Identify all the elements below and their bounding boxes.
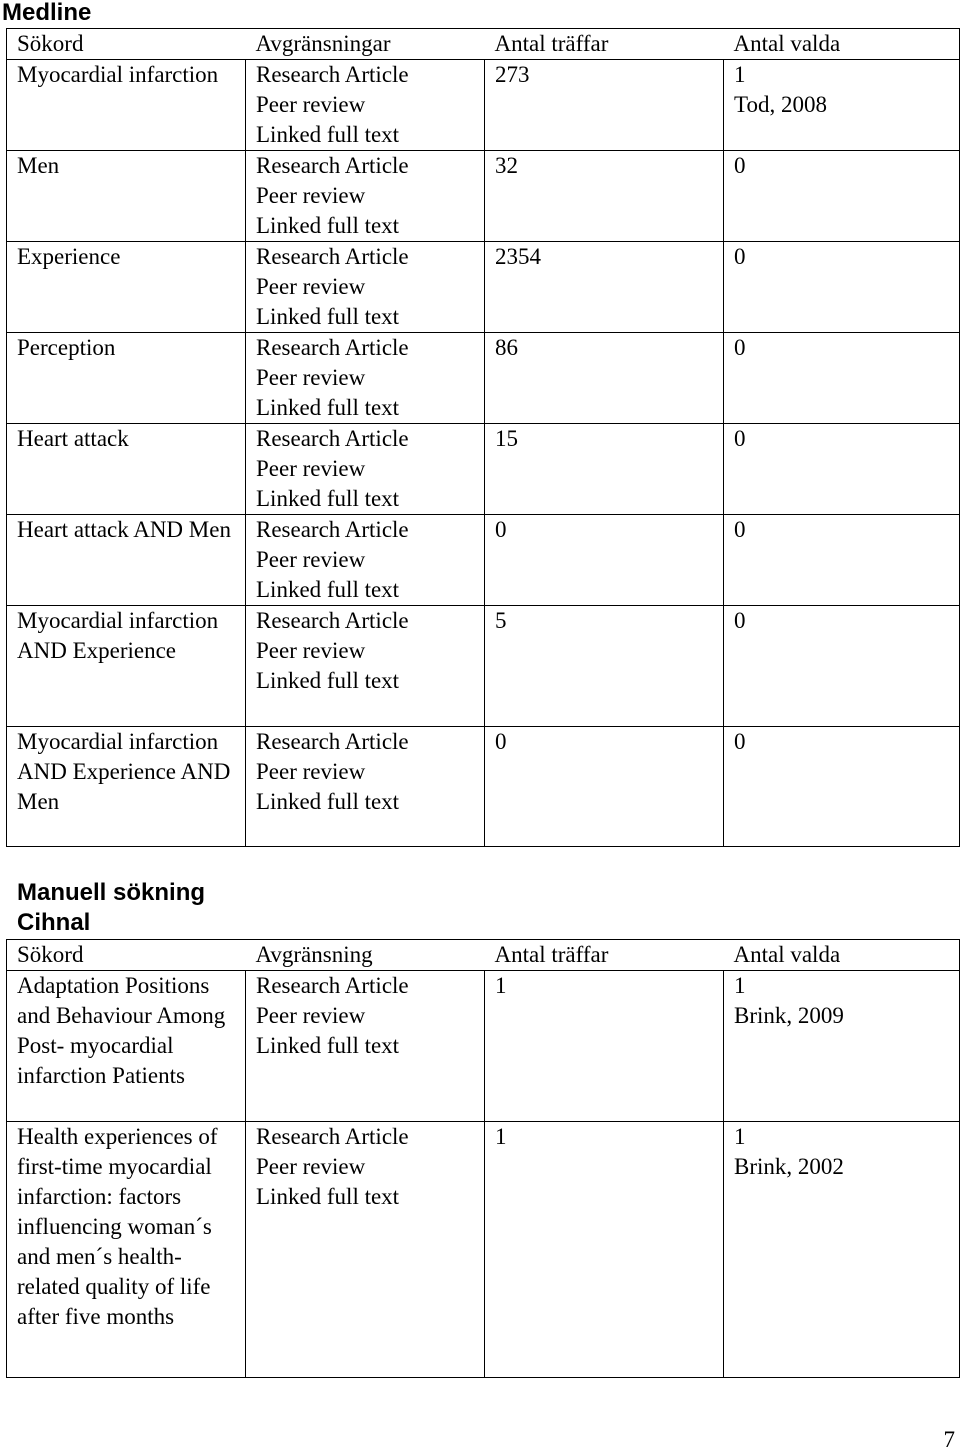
limit-item: Peer review — [256, 759, 366, 784]
selected-cell — [724, 424, 960, 515]
limit-item: Linked full text — [256, 577, 400, 602]
selected-cell — [724, 242, 960, 333]
limit-item: Linked full text — [256, 395, 400, 420]
search-term-cell: Perception — [7, 333, 246, 424]
limits-cell — [246, 242, 485, 333]
hits-cell: 5 — [485, 606, 724, 727]
selected-cell — [724, 727, 960, 847]
search-term-cell: Myocardial infarction AND Experience — [7, 606, 246, 727]
hits-cell: 86 — [485, 333, 724, 424]
table-row — [7, 333, 960, 424]
limit-item: Linked full text — [256, 486, 400, 511]
limit-item: Linked full text — [256, 1033, 400, 1058]
table-row — [7, 424, 960, 515]
limit-item: Linked full text — [256, 668, 400, 693]
header-selected: Antal valda — [724, 29, 960, 60]
limit-item: Peer review — [256, 92, 366, 117]
selected-cell — [724, 971, 960, 1122]
selected-cell — [724, 606, 960, 727]
limit-item: Peer review — [256, 547, 366, 572]
selected-count: 1 — [734, 973, 746, 998]
selected-count: 0 — [734, 517, 746, 542]
header-limits: Avgränsningar — [246, 29, 485, 60]
limit-item: Research Article — [256, 1124, 409, 1149]
hits-cell: 15 — [485, 424, 724, 515]
selected-cell — [724, 60, 960, 151]
limits-cell — [246, 515, 485, 606]
search-term-cell: Myocardial infarction AND Experience AND Men — [7, 727, 246, 847]
hits-cell: 273 — [485, 60, 724, 151]
limits-cell — [246, 1122, 485, 1378]
limit-item: Peer review — [256, 365, 366, 390]
limit-item: Linked full text — [256, 304, 400, 329]
limits-cell — [246, 606, 485, 727]
search-term-cell: Heart attack — [7, 424, 246, 515]
limit-item: Peer review — [256, 1154, 366, 1179]
selected-reference: Brink, 2009 — [734, 1003, 844, 1028]
page-number: 7 — [943, 1427, 955, 1452]
limit-item: Linked full text — [256, 213, 400, 238]
limit-item: Research Article — [256, 608, 409, 633]
manual-search-heading: Manuell sökning — [17, 879, 206, 906]
selected-cell — [724, 515, 960, 606]
selected-cell — [724, 151, 960, 242]
search-term-cell: Experience — [7, 242, 246, 333]
limit-item: Peer review — [256, 1003, 366, 1028]
selected-reference: Brink, 2002 — [734, 1154, 844, 1179]
header-hits: Antal träffar — [485, 940, 724, 971]
selected-count: 0 — [734, 335, 746, 360]
table-row — [7, 727, 960, 847]
header-search-term: Sökord — [7, 940, 246, 971]
limits-cell — [246, 333, 485, 424]
selected-count: 0 — [734, 608, 746, 633]
selected-count: 0 — [734, 244, 746, 269]
limit-item: Research Article — [256, 335, 409, 360]
limit-item: Research Article — [256, 973, 409, 998]
table-row — [7, 971, 960, 1122]
header-hits: Antal träffar — [485, 29, 724, 60]
search-term-cell: Adaptation Positions and Behaviour Among Post- myocardial infarction Patients — [7, 971, 246, 1122]
search-term-cell: Heart attack AND Men — [7, 515, 246, 606]
table-row — [7, 242, 960, 333]
search-term-cell: Men — [7, 151, 246, 242]
medline-heading: Medline — [2, 0, 92, 26]
medline-table — [6, 28, 960, 847]
table-row — [7, 515, 960, 606]
limit-item: Research Article — [256, 153, 409, 178]
limits-cell — [246, 727, 485, 847]
limit-item: Peer review — [256, 456, 366, 481]
limit-item: Research Article — [256, 426, 409, 451]
selected-count: 0 — [734, 153, 746, 178]
limits-cell — [246, 424, 485, 515]
cihnal-table — [6, 939, 960, 1378]
header-selected: Antal valda — [724, 940, 960, 971]
hits-cell: 0 — [485, 515, 724, 606]
limits-cell — [246, 60, 485, 151]
limit-item: Research Article — [256, 244, 409, 269]
selected-cell — [724, 1122, 960, 1378]
hits-cell: 1 — [485, 971, 724, 1122]
hits-cell: 2354 — [485, 242, 724, 333]
selected-count: 1 — [734, 1124, 746, 1149]
search-term-cell: Myocardial infarction — [7, 60, 246, 151]
hits-cell: 0 — [485, 727, 724, 847]
search-term-cell: Health experiences of first-time myocardial infarction: factors influencing woman´s and men´s health-related quality of life after five months — [7, 1122, 246, 1378]
table-row — [7, 606, 960, 727]
limit-item: Peer review — [256, 638, 366, 663]
header-search-term: Sökord — [7, 29, 246, 60]
selected-count: 0 — [734, 729, 746, 754]
selected-count: 0 — [734, 426, 746, 451]
limit-item: Linked full text — [256, 789, 400, 814]
table-row — [7, 1122, 960, 1378]
header-limits: Avgränsning — [246, 940, 485, 971]
limit-item: Linked full text — [256, 1184, 400, 1209]
table-row — [7, 60, 960, 151]
limit-item: Research Article — [256, 517, 409, 542]
selected-cell — [724, 333, 960, 424]
limit-item: Linked full text — [256, 122, 400, 147]
limits-cell — [246, 151, 485, 242]
cihnal-heading: Cihnal — [17, 909, 91, 936]
limit-item: Peer review — [256, 183, 366, 208]
limit-item: Peer review — [256, 274, 366, 299]
table-header-row — [7, 29, 960, 60]
limit-item: Research Article — [256, 729, 409, 754]
limit-item: Research Article — [256, 62, 409, 87]
selected-count: 1 — [734, 62, 746, 87]
hits-cell: 32 — [485, 151, 724, 242]
selected-reference: Tod, 2008 — [734, 92, 827, 117]
hits-cell: 1 — [485, 1122, 724, 1378]
table-row — [7, 151, 960, 242]
table-header-row — [7, 940, 960, 971]
limits-cell — [246, 971, 485, 1122]
